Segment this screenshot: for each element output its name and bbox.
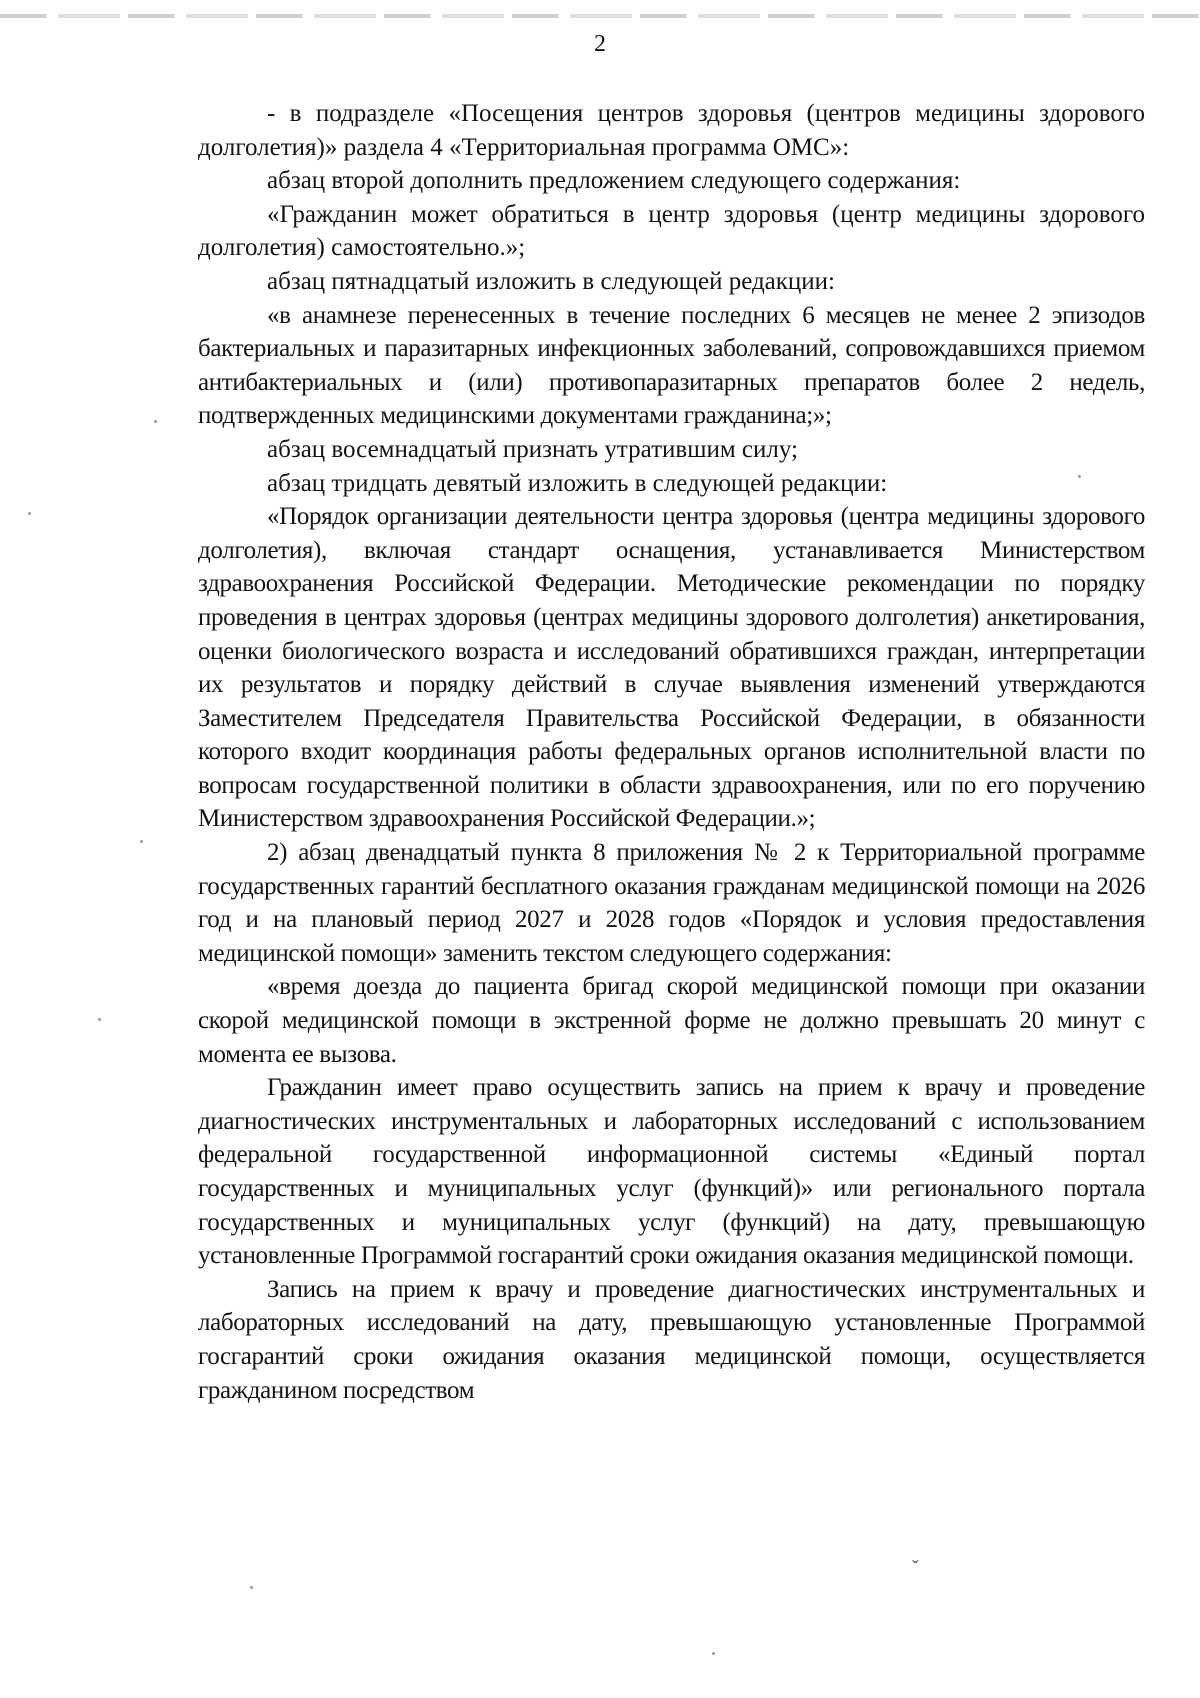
scan-speck — [1078, 475, 1081, 478]
paragraph-4: абзац пятнадцатый изложить в следующей редакции: — [267, 267, 836, 295]
paragraph-6: абзац восемнадцатый признать утратившим силу; — [267, 435, 798, 463]
scan-speck — [712, 1652, 715, 1655]
scan-top-edge — [0, 14, 1200, 18]
document-body — [198, 97, 1145, 1407]
paragraph-11: Гражданин имеет право осуществить запись на прием к врачу и проведение диагностических инструментальных и лабораторных исследований с использованием федеральной государственной информационной системы «Единый портал государственных и муниципальных услуг (функций)» или регионального портала государственных и муниципальных услуг (функций) на дату, превышающую установленные Программой госгарантий сроки ожидания оказания медицинской помощи. — [198, 1074, 1145, 1270]
scan-speck — [98, 1018, 101, 1021]
paragraph-12: Запись на прием к врачу и проведение диагностических инструментальных и лабораторных исследований на дату, превышающую установленные Программой госгарантий сроки ожидания оказания медицинской помощи, осуществляется гражданином посредством — [198, 1275, 1145, 1404]
scan-speck — [140, 840, 143, 843]
paragraph-7: абзац тридцать девятый изложить в следующей редакции: — [267, 469, 888, 497]
paragraph-10: «время доезда до пациента бригад скорой медицинской помощи при оказании скорой медицинской помощи в экстренной форме не должно превышать 20 минут с момента ее вызова. — [198, 973, 1145, 1068]
paragraph-9: 2) абзац двенадцатый пункта 8 приложения № 2 к Территориальной программе государственных гарантий бесплатного оказания гражданам медицинской помощи на 2026 год и на плановый период 2027 и 2028 годов «Порядок и условия предоставления медицинской помощи» заменить текстом следующего содержания: — [198, 839, 1145, 967]
scan-speck — [28, 512, 31, 515]
paragraph-8: «Порядок организации деятельности центра здоровья (центра медицины здорового долголетия), включая стандарт оснащения, устанавливается Министерством здравоохранения Российской Федерации. Методические рекомендации по порядку проведения в центрах здоровья (центрах медицины здорового долголетия) анкетирования, оценки биологического возраста и исследований обратившихся граждан, интерпретации их результатов и порядку действий в случае выявления изменений утверждаются Заместителем Председателя Правительства Российской Федерации, в обязанности которого входит координация работы федеральных органов исполнительной власти по вопросам государственной политики в области здравоохранения, или по его поручению Министерством здравоохранения Российской Федерации.»; — [198, 503, 1145, 833]
paragraph-2: абзац второй дополнить предложением следующего содержания: — [267, 167, 961, 195]
scan-speck — [250, 1586, 253, 1589]
page-number: 2 — [594, 31, 606, 57]
scan-mark: ˇ — [912, 1557, 919, 1579]
scan-speck — [154, 420, 157, 423]
paragraph-1: - в подразделе «Посещения центров здоровья (центров медицины здорового долголетия)» раздела 4 «Территориальная программа ОМС»: — [198, 100, 1145, 161]
paragraph-5: «в анамнезе перенесенных в течение последних 6 месяцев не менее 2 эпизодов бактериальных и паразитарных инфекционных заболеваний, сопровождавшихся приемом антибактериальных и (или) противопаразитарных препаратов более 2 недель, подтвержденных медицинскими документами гражданина;»; — [198, 301, 1145, 430]
paragraph-3: «Гражданин может обратиться в центр здоровья (центр медицины здорового долголетия) самостоятельно.»; — [198, 200, 1145, 262]
